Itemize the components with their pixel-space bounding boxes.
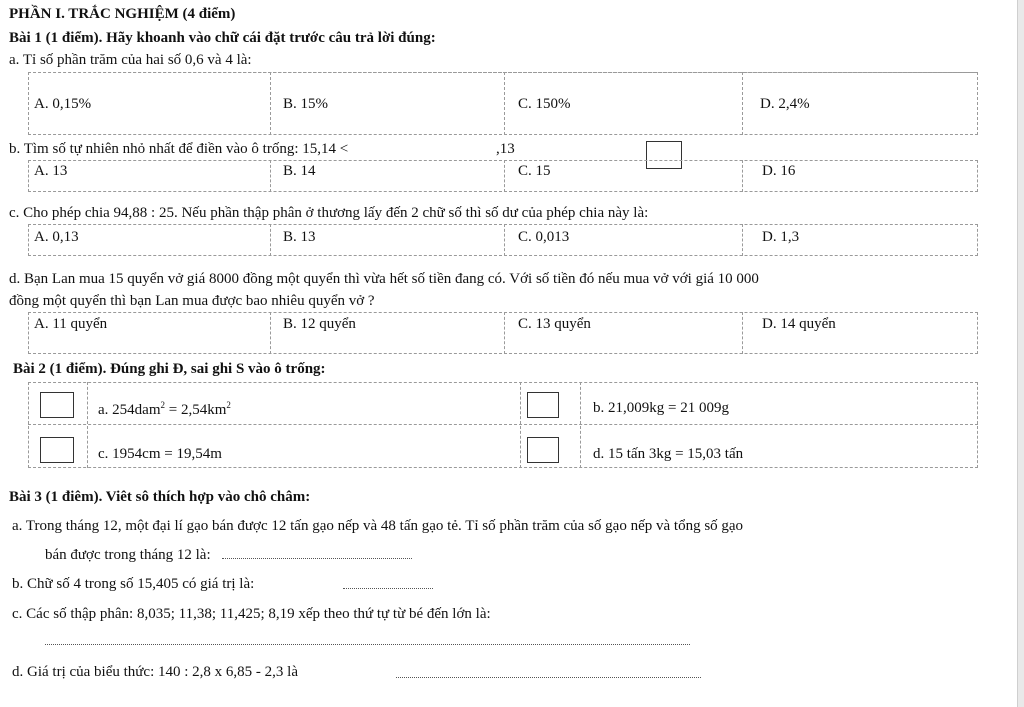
window-right-edge — [1017, 0, 1024, 707]
q2a-statement — [98, 400, 231, 419]
q2a-answer-box[interactable] — [40, 392, 74, 418]
q2c-answer-box[interactable] — [40, 437, 74, 463]
q3b-answer-blank[interactable] — [343, 588, 433, 589]
q1b-option-a[interactable]: A. 13 — [34, 163, 68, 179]
q1d-stem-line1: d. Bạn Lan mua 15 quyển vở giá 8000 đồng một quyển thì vừa hết số tiền đang có. Với số tiền đó nếu mua vở với giá 10 000 — [9, 271, 759, 287]
q1a-divider-2 — [504, 72, 505, 135]
q2b-answer-box[interactable] — [527, 392, 559, 418]
section-title: PHẦN I. TRẮC NGHIỆM (4 điểm) — [9, 6, 236, 22]
q3b-line: b. Chữ số 4 trong số 15,405 có giá trị là: — [12, 576, 255, 592]
q3d-line: d. Giá trị của biểu thức: 140 : 2,8 x 6,85 - 2,3 là — [12, 664, 298, 680]
q2d-statement: d. 15 tấn 3kg = 15,03 tấn — [593, 446, 744, 462]
q1-title: Bài 1 (1 điểm). Hãy khoanh vào chữ cái đặt trước câu trả lời đúng: — [9, 30, 436, 46]
q1a-option-d[interactable]: D. 2,4% — [760, 96, 810, 112]
q1a-option-c[interactable]: C. 150% — [518, 96, 571, 112]
q2a-rhs: = 2,54km — [168, 402, 227, 418]
q1c-option-b[interactable]: B. 13 — [283, 229, 316, 245]
q1d-option-b[interactable]: B. 12 quyển — [283, 316, 356, 332]
q1a-options-box — [28, 72, 978, 135]
q1b-option-d[interactable]: D. 16 — [762, 163, 796, 179]
q1d-divider-2 — [504, 312, 505, 354]
q1c-option-d[interactable]: D. 1,3 — [762, 229, 800, 245]
q3c-line: c. Các số thập phân: 8,035; 11,38; 11,425; 8,19 xếp theo thứ tự từ bé đến lớn là: — [12, 606, 491, 622]
q1c-divider-1 — [270, 224, 271, 256]
q1d-divider-1 — [270, 312, 271, 354]
q1b-option-c[interactable]: C. 15 — [518, 163, 551, 179]
q1a-top-rule — [98, 72, 976, 73]
q1b-divider-3 — [742, 160, 743, 192]
q2-col-divider-1 — [87, 382, 88, 468]
q1a-divider-1 — [270, 72, 271, 135]
q3a-line2: bán được trong tháng 12 là: — [45, 547, 211, 563]
q1c-option-a[interactable]: A. 0,13 — [34, 229, 79, 245]
q1b-divider-2 — [504, 160, 505, 192]
q1c-divider-2 — [504, 224, 505, 256]
q1c-option-c[interactable]: C. 0,013 — [518, 229, 570, 245]
q1c-stem: c. Cho phép chia 94,88 : 25. Nếu phần thập phân ở thương lấy đến 2 chữ số thì số dư của phép chia này là: — [9, 205, 649, 221]
q2d-answer-box[interactable] — [527, 437, 559, 463]
q2-col-divider-3 — [580, 382, 581, 468]
q1a-divider-3 — [742, 72, 743, 135]
q3a-line1: a. Trong tháng 12, một đại lí gạo bán được 12 tấn gạo nếp và 48 tấn gạo tẻ. Tỉ số phần trăm của số gạo nếp và tổng số gạo — [12, 518, 744, 534]
q1d-stem-line2: đồng một quyển thì bạn Lan mua được bao nhiêu quyển vở ? — [9, 293, 375, 309]
q2a-lhs-exp: 2 — [160, 400, 165, 410]
q2-title: Bài 2 (1 điểm). Đúng ghi Đ, sai ghi S vào ô trống: — [13, 361, 326, 377]
q1b-options-box — [28, 160, 978, 192]
q1b-suffix: ,13 — [496, 141, 515, 157]
q1d-option-c[interactable]: C. 13 quyển — [518, 316, 591, 332]
q1a-option-b[interactable]: B. 15% — [283, 96, 328, 112]
q2-row-divider — [28, 424, 978, 425]
q1b-divider-1 — [270, 160, 271, 192]
q1a-stem: a. Tỉ số phần trăm của hai số 0,6 và 4 là: — [9, 52, 252, 68]
q1d-divider-3 — [742, 312, 743, 354]
q3d-answer-blank[interactable] — [396, 677, 701, 678]
q2a-lhs: a. 254dam — [98, 402, 161, 418]
q2a-rhs-exp: 2 — [226, 400, 231, 410]
q1d-option-d[interactable]: D. 14 quyển — [762, 316, 836, 332]
q2b-statement: b. 21,009kg = 21 009g — [593, 400, 729, 416]
q1b-option-b[interactable]: B. 14 — [283, 163, 316, 179]
q1c-options-box — [28, 224, 978, 256]
q1c-divider-3 — [742, 224, 743, 256]
q1d-option-a[interactable]: A. 11 quyển — [34, 316, 108, 332]
q2-col-divider-2 — [520, 382, 521, 468]
q3-title: Bài 3 (1 điêm). Viêt sô thích hợp vào chô châm: — [9, 489, 311, 505]
q3a-answer-blank[interactable] — [222, 558, 412, 559]
q1b-stem: b. Tìm số tự nhiên nhỏ nhất để điền vào ô trống: 15,14 < — [9, 141, 349, 157]
q3c-answer-blank[interactable] — [45, 644, 690, 645]
q2c-statement: c. 1954cm = 19,54m — [98, 446, 222, 462]
q1a-option-a[interactable]: A. 0,15% — [34, 96, 92, 112]
